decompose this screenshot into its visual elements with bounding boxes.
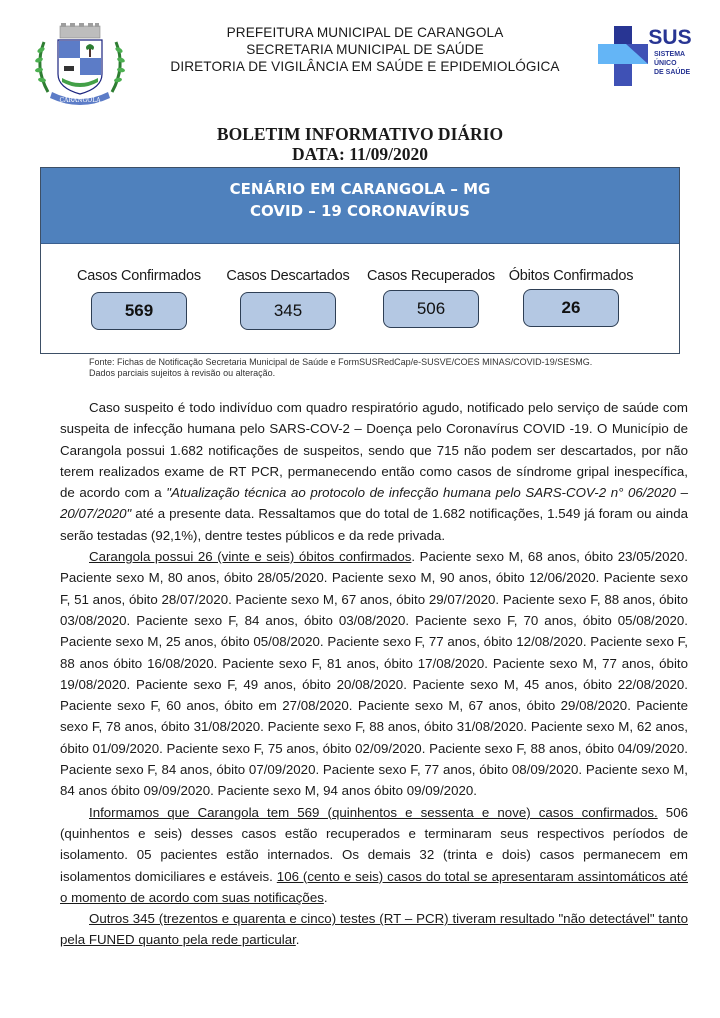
- sus-logo-line3: DE SAÚDE: [654, 69, 691, 76]
- carangola-crest-logo: [30, 22, 130, 110]
- sus-logo-line1: SISTEMA: [654, 51, 686, 58]
- stat-confirmed-deaths: [501, 267, 641, 327]
- source-note: [89, 357, 592, 379]
- bulletin-date: DATA: 11/09/2020: [292, 144, 428, 164]
- org-line-secretaria: SECRETARIA MUNICIPAL DE SAÚDE: [246, 42, 484, 57]
- stat-value-box: 506: [383, 290, 479, 328]
- bulletin-body: [60, 397, 688, 951]
- paragraph-discarded-tests: [60, 908, 688, 951]
- stat-label: Óbitos Confirmados: [508, 268, 634, 284]
- crest-ribbon-text: CARANGOLA: [59, 97, 101, 104]
- paragraph-text: Caso suspeito é todo indivíduo com quadro respiratório agudo, notificado pelo serviço de saúde com suspeita de infecção humana pelo SARS-COV-2 – Doença pelo Coronavírus COVID -19. O Município de Carangola possui 1.682 notificações de suspeitos, sendo que 715 não podem ser descartados, por não terem realizados exame de RT PCR, permanecendo então como casos de síndrome gripal inespecífica, de acordo com a: [60, 400, 688, 501]
- scenario-title-line2: COVID – 19 CORONAVÍRUS: [250, 202, 470, 220]
- scenario-panel-header: [41, 168, 679, 244]
- paragraph-suspect-cases: [60, 397, 688, 546]
- stat-label: Casos Descartados: [226, 268, 350, 284]
- bulletin-title: [0, 124, 720, 164]
- stat-label: Casos Recuperados: [367, 268, 495, 284]
- scenario-panel: [40, 167, 680, 354]
- paragraph-deaths: [60, 546, 688, 802]
- organization-header: [140, 24, 590, 75]
- stat-discarded-cases: [218, 267, 358, 330]
- sus-logo-name: SUS: [648, 26, 692, 49]
- asymptomatic-summary: 106 (cento e seis) casos do total se apresentaram assintomáticos até o momento de acordo com suas notificações: [60, 868, 688, 905]
- stat-confirmed-cases: [69, 267, 209, 330]
- paragraph-text: 506 (quinhentos e seis) desses casos estão recuperados e terminaram seus respectivos períodos de isolamento. 05 pacientes estão internados. Os demais 32 (trinta e dois) casos permanecem em isolamentos domiciliares e estáveis.: [60, 804, 688, 884]
- source-line1: Fonte: Fichas de Notificação Secretaria Municipal de Saúde e FormSUSRedCap/e-SUSVE/COES MINAS/COVID-19/SESMG.: [89, 357, 593, 367]
- org-line-prefeitura: PREFEITURA MUNICIPAL DE CARANGOLA: [226, 25, 504, 40]
- paragraph-text: até a presente data. Ressaltamos que do total de 1.682 notificações, 1.549 já foram ou ainda serão testadas (92,1%), dentre testes públicos e da rede privada.: [60, 506, 688, 543]
- bulletin-title-text: BOLETIM INFORMATIVO DIÁRIO: [216, 124, 504, 144]
- sus-logo: [596, 22, 692, 90]
- confirmed-summary: Informamos que Carangola tem 569 (quinhentos e sessenta e nove) casos confirmados.: [89, 804, 658, 820]
- source-line2: Dados parciais sujeitos à revisão ou alteração.: [89, 368, 276, 378]
- stat-value-box: 26: [523, 289, 619, 327]
- paragraph-confirmed-cases: [60, 802, 688, 908]
- stat-recovered-cases: [361, 267, 501, 328]
- org-line-diretoria: DIRETORIA DE VIGILÂNCIA EM SAÚDE E EPIDEMIOLÓGICA: [170, 59, 560, 74]
- sus-logo-line2: ÚNICO: [654, 60, 677, 67]
- discarded-summary: Outros 345 (trezentos e quarenta e cinco) testes (RT – PCR) tiveram resultado "não detectável" tanto pela FUNED quanto pela rede particular: [60, 911, 688, 948]
- deaths-summary: Carangola possui 26 (vinte e seis) óbitos confirmados: [89, 549, 412, 565]
- stat-value-box: 345: [240, 292, 336, 330]
- stat-label: Casos Confirmados: [77, 268, 201, 284]
- scenario-title-line1: CENÁRIO EM CARANGOLA – MG: [229, 180, 491, 198]
- paragraph-text: .: [323, 889, 328, 905]
- paragraph-text: .: [295, 932, 300, 948]
- protocol-citation: "Atualização técnica ao protocolo de infecção humana pelo SARS-COV-2 n° 06/2020 – 20/07/2020": [60, 485, 688, 522]
- stat-value-box: 569: [91, 292, 187, 330]
- deaths-list: . Paciente sexo M, 68 anos, óbito 23/05/2020. Paciente sexo M, 80 anos, óbito 28/05/2020. Paciente sexo M, 90 anos, óbito 12/06/2020. Paciente sexo F, 51 anos, óbito 28/07/2020. Paciente sexo M, 67 anos, óbito 29/07/2020. Paciente sexo F, 88 anos, óbito 03/08/2020. Paciente sexo F, 84 anos, óbito 03/08/2020. Paciente sexo F, 70 anos, óbito 05/08/2020. Paciente sexo M, 25 anos, óbito 05/08/2020. Paciente sexo F, 77 anos, óbito 12/08/2020. Paciente sexo F, 88 anos óbito 16/08/2020. Paciente sexo F, 81 anos, óbito 17/08/2020. Paciente sexo M, 77 anos, óbito 19/08/2020. Paciente sexo F, 49 anos, óbito 20/08/2020. Paciente sexo M, 45 anos, óbito 22/08/2020. Paciente sexo F, 60 anos, óbito em 27/08/2020. Paciente sexo M, 67 anos, óbito 29/08/2020. Paciente sexo F, 78 anos, óbito 31/08/2020. Paciente sexo F, 88 anos, óbito 31/08/2020. Paciente sexo M, 62 anos, óbito 01/09/2020. Paciente sexo F, 75 anos, óbito 02/09/2020. Paciente sexo F, 88 anos, óbito 04/09/2020. Paciente sexo F, 84 anos, óbito 07/09/2020. Paciente sexo F, 77 anos, óbito 08/09/2020. Paciente sexo M, 84 anos óbito 09/09/2020. Paciente sexo M, 94 anos óbito 09/09/2020.: [60, 549, 688, 799]
